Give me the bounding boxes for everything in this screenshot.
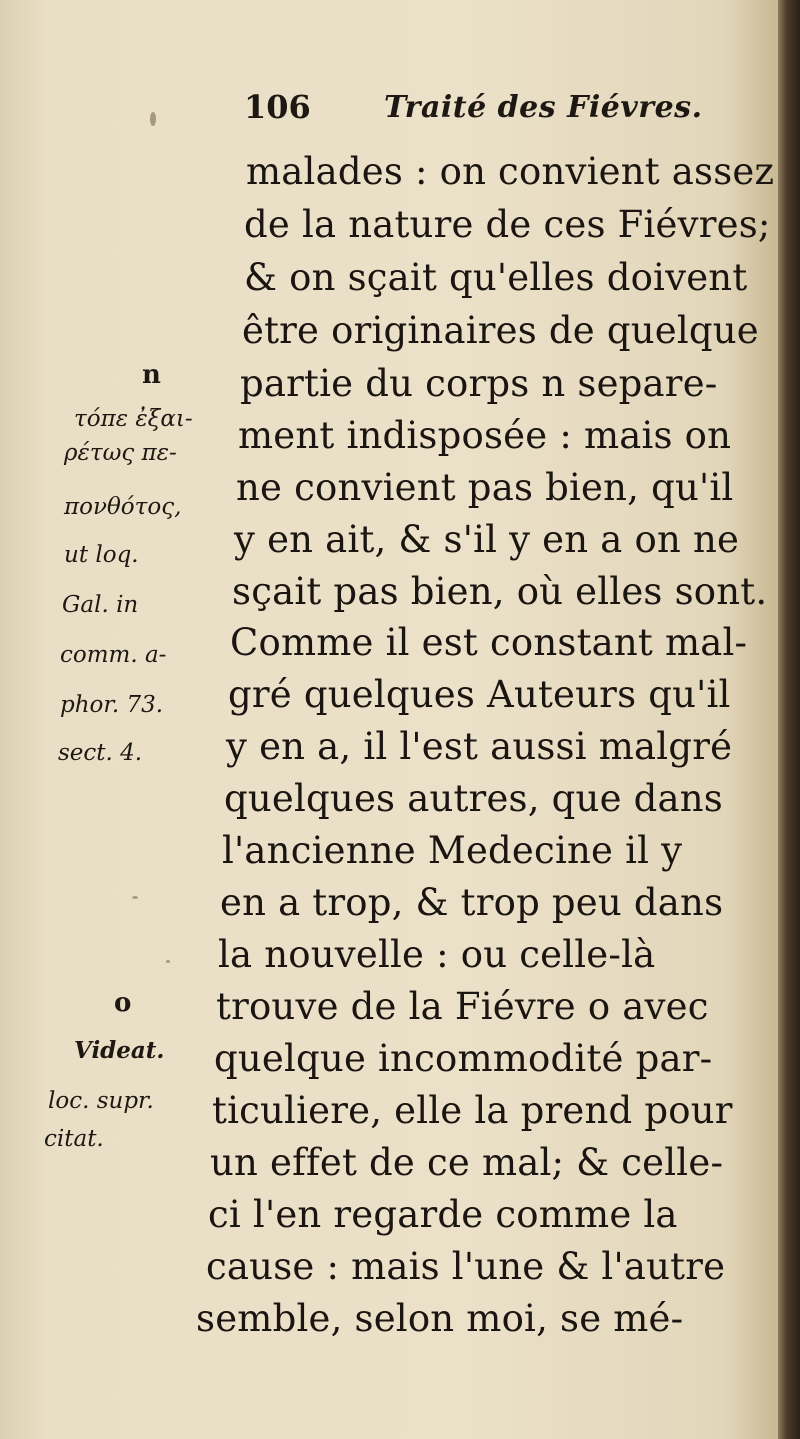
text-line: l'ancienne Medecine il y <box>222 829 683 872</box>
margin-note-line: comm. a- <box>60 642 167 668</box>
text-line: être originaires de quelque <box>242 309 759 352</box>
text-line: quelques autres, que dans <box>224 777 723 820</box>
footnote-marker-n: n <box>142 360 161 390</box>
paper-blemish <box>166 960 170 963</box>
margin-notes <box>0 0 240 1439</box>
text-line: ci l'en regarde comme la <box>208 1193 678 1236</box>
text-line: ne convient pas bien, qu'il <box>236 466 734 509</box>
footnote-marker-o: o <box>114 988 132 1018</box>
text-line: y en a, il l'est aussi malgré <box>226 725 733 768</box>
margin-note-line: τόπε ἐξαι- <box>74 406 193 432</box>
margin-note-line: Videat. <box>74 1037 165 1064</box>
paper-blemish <box>132 896 138 899</box>
paper-blemish <box>150 112 156 126</box>
text-line: malades : on convient assez <box>246 150 775 193</box>
running-title: Traité des Fiévres. <box>384 90 703 125</box>
text-line: & on sçait qu'elles doivent <box>244 256 748 299</box>
margin-note-line: ut loq. <box>64 542 139 568</box>
text-line: quelque incommodité par- <box>214 1037 713 1080</box>
text-line: trouve de la Fiévre o avec <box>216 985 709 1028</box>
margin-note-line: loc. supr. <box>48 1088 154 1114</box>
text-line: gré quelques Auteurs qu'il <box>228 673 731 716</box>
text-line: un effet de ce mal; & celle- <box>210 1141 724 1184</box>
page-edge <box>778 0 800 1439</box>
margin-note-line: ρέτως πε- <box>64 440 177 466</box>
text-line: en a trop, & trop peu dans <box>220 881 724 924</box>
margin-note-line: πονθότος, <box>64 494 182 520</box>
margin-note-line: sect. 4. <box>58 740 143 766</box>
text-line: ment indisposée : mais on <box>238 414 732 457</box>
text-line: cause : mais l'une & l'autre <box>206 1245 726 1288</box>
text-line: partie du corps n separe- <box>240 362 718 405</box>
text-line: y en ait, & s'il y en a on ne <box>234 518 740 561</box>
text-line: la nouvelle : ou celle-là <box>218 933 656 976</box>
margin-note-line: Gal. in <box>62 592 139 618</box>
text-line: Comme il est constant mal- <box>230 621 748 664</box>
margin-note-line: citat. <box>44 1126 104 1152</box>
text-line: de la nature de ces Fiévres; <box>244 203 771 246</box>
margin-note-line: phor. 73. <box>60 692 164 718</box>
page-number: 106 <box>244 88 311 126</box>
text-line: semble, selon moi, se mé- <box>196 1297 684 1340</box>
text-line: sçait pas bien, où elles sont. <box>232 570 768 613</box>
text-line: ticuliere, elle la prend pour <box>212 1089 733 1132</box>
